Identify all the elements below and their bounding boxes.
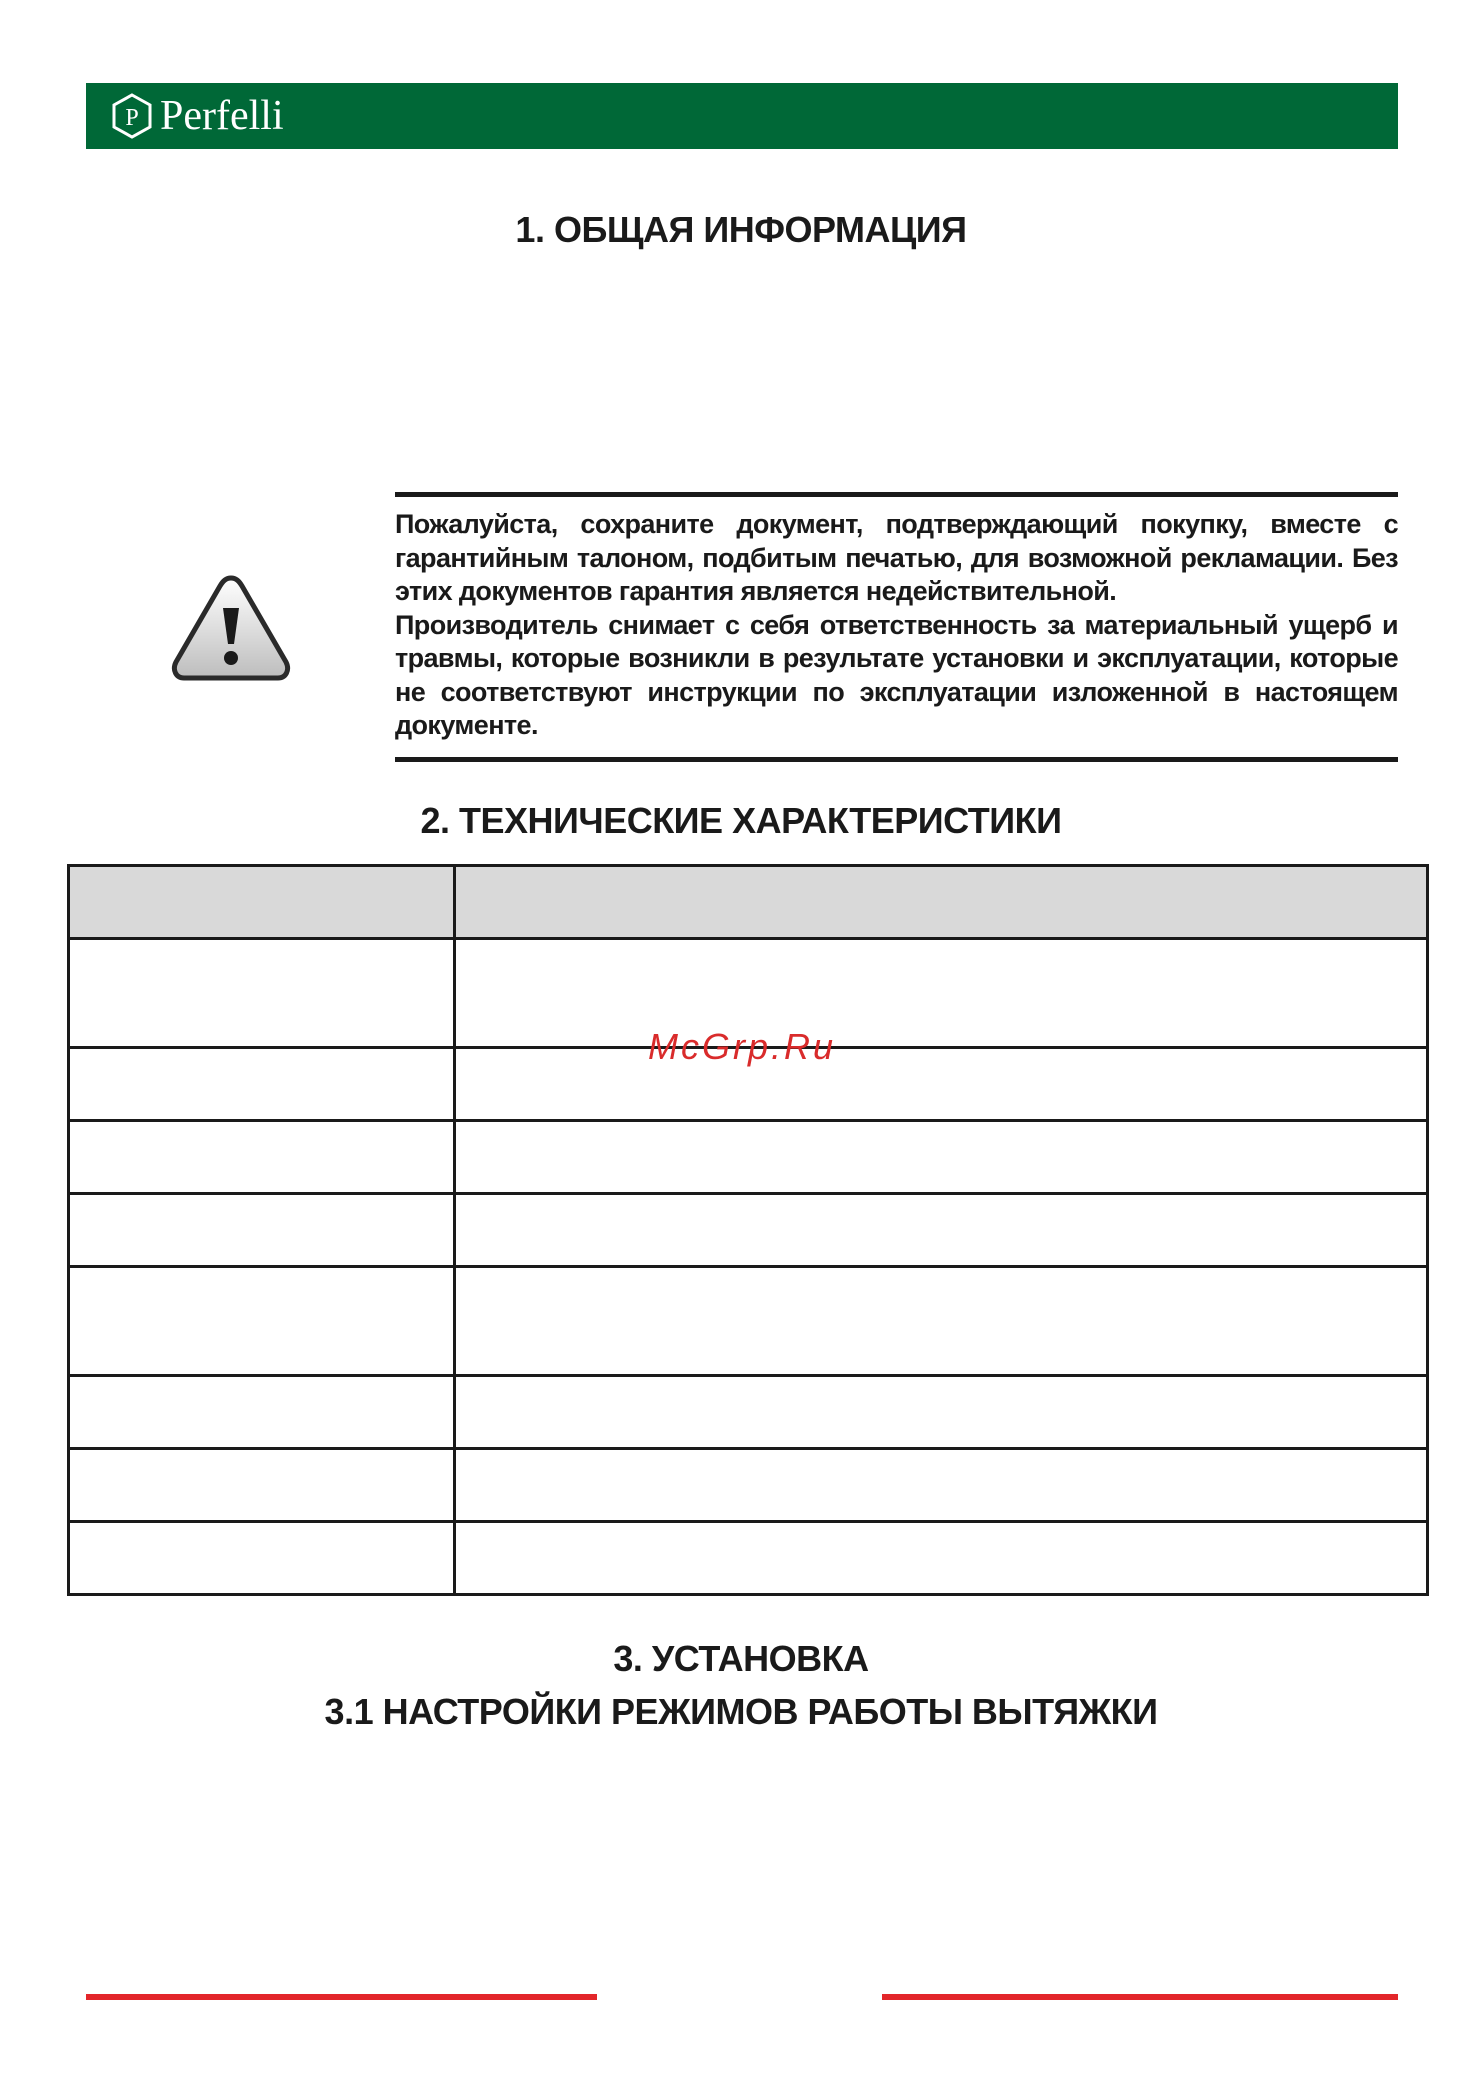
warning-top-rule	[395, 492, 1398, 497]
section-title-modes: 3.1 НАСТРОЙКИ РЕЖИМОВ РАБОТЫ ВЫТЯЖКИ	[324, 1691, 1158, 1732]
header-bar	[86, 83, 1398, 149]
table-row	[69, 1376, 1428, 1449]
footer-line-left	[86, 1994, 597, 2000]
table-cell	[455, 1048, 1428, 1121]
spec-table	[67, 864, 1429, 1596]
warning-text	[395, 508, 1398, 743]
perfelli-logo-icon	[110, 93, 154, 139]
table-cell	[455, 1267, 1428, 1376]
table-cell	[69, 939, 455, 1048]
table-row	[69, 1121, 1428, 1194]
table-cell	[69, 1194, 455, 1267]
footer-line-right	[882, 1994, 1398, 2000]
table-cell	[455, 866, 1428, 939]
table-cell	[455, 1121, 1428, 1194]
section-title-general-info: 1. ОБЩАЯ ИНФОРМАЦИЯ	[515, 209, 967, 250]
warning-triangle-icon	[168, 572, 294, 684]
table-cell	[69, 1376, 455, 1449]
svg-text:P: P	[125, 105, 139, 131]
table-cell	[69, 1449, 455, 1522]
warning-paragraph-1: Пожалуйста, сохраните документ, подтверждающий покупку, вместе с гарантийным талоном, подбитым печатью, для возможной рекламации. Без этих документов гарантия является недействительной.	[395, 509, 1398, 606]
table-cell	[69, 866, 455, 939]
table-cell	[69, 1048, 455, 1121]
table-cell	[455, 1449, 1428, 1522]
warning-bottom-rule	[395, 757, 1398, 762]
table-cell	[455, 1376, 1428, 1449]
warning-paragraph-2: Производитель снимает с себя ответственность за материальный ущерб и травмы, которые возникли в результате установки и эксплуатации, которые не соответствуют инструкции по эксплуатации изложенной в настоящем документе.	[395, 609, 1398, 740]
table-cell	[69, 1522, 455, 1595]
brand-logo	[110, 93, 284, 139]
table-row	[69, 1194, 1428, 1267]
section-title-tech-specs: 2. ТЕХНИЧЕСКИЕ ХАРАКТЕРИСТИКИ	[420, 800, 1062, 841]
watermark: McGrp.Ru	[648, 1026, 837, 1067]
section-title-installation: 3. УСТАНОВКА	[613, 1638, 869, 1679]
table-cell	[69, 1121, 455, 1194]
table-cell	[69, 1267, 455, 1376]
table-cell	[455, 1194, 1428, 1267]
table-row	[69, 1522, 1428, 1595]
table-cell	[455, 1522, 1428, 1595]
table-header-row	[69, 866, 1428, 939]
table-row	[69, 1267, 1428, 1376]
table-cell	[455, 939, 1428, 1048]
brand-name: Perfelli	[160, 93, 284, 139]
table-row	[69, 1449, 1428, 1522]
